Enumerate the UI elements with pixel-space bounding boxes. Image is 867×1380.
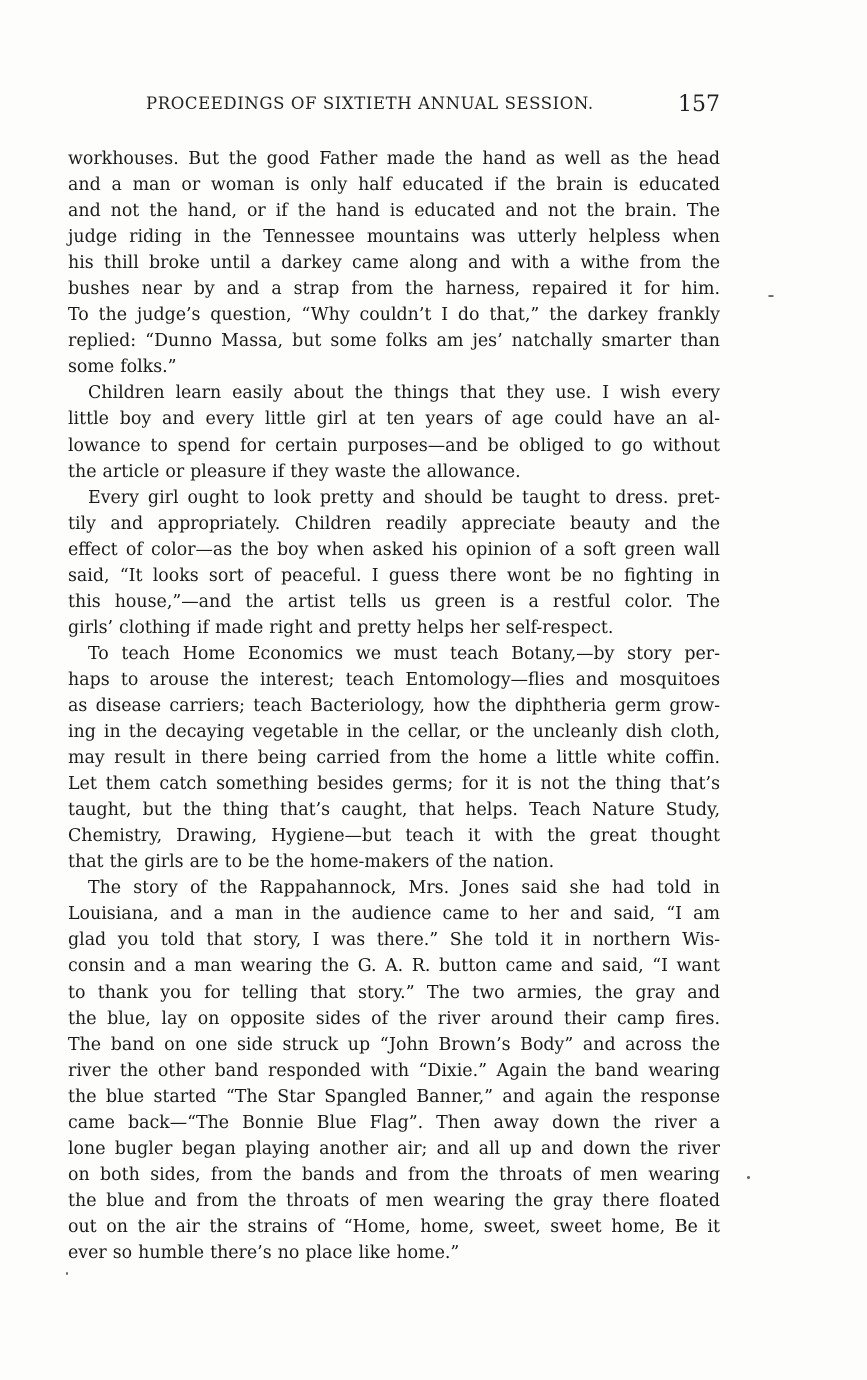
text-line: to thank you for telling that story.” The two armies, the gray and — [68, 982, 720, 1003]
text-line: his thill broke until a darkey came along and with a withe from the — [68, 253, 720, 274]
body-text — [68, 146, 720, 1266]
text-line: The band on one side struck up “John Brown’s Body” and across the — [68, 1034, 720, 1055]
text-line: bushes near by and a strap from the harness, repaired it for him. — [68, 279, 720, 300]
paragraph — [68, 380, 720, 484]
text-line: workhouses. But the good Father made the hand as well as the head — [68, 149, 720, 169]
text-line: on both sides, from the bands and from the throats of men wearing — [68, 1164, 720, 1185]
text-line: the article or pleasure if they waste the allowance. — [68, 461, 521, 482]
text-line: little boy and every little girl at ten years of age could have an al- — [68, 409, 720, 430]
text-line: haps to arouse the interest; teach Entomology—flies and mosquitoes — [68, 669, 720, 690]
text-line: replied: “Dunno Massa, but some folks am jes’ natchally smarter than — [68, 331, 720, 352]
text-line: judge riding in the Tennessee mountains was utterly helpless when — [68, 227, 720, 248]
text-line: and not the hand, or if the hand is educated and not the brain. The — [68, 201, 720, 222]
text-line: out on the air the strains of “Home, home, sweet, sweet home, Be it — [68, 1216, 720, 1237]
text-line: said, “It looks sort of peaceful. I guess there wont be no fighting in — [68, 565, 720, 586]
text-line: this house,”—and the artist tells us green is a restful color. The — [68, 591, 720, 612]
print-speck — [66, 1272, 68, 1275]
print-speck — [747, 1176, 750, 1179]
text-line: effect of color—as the boy when asked his opinion of a soft green wall — [68, 539, 720, 560]
text-line: glad you told that story, I was there.” She told it in northern Wis- — [68, 930, 720, 951]
text-line: the blue and from the throats of men wearing the gray there floated — [68, 1190, 720, 1211]
text-line: river the other band responded with “Dixie.” Again the band wearing — [68, 1060, 720, 1081]
text-line: Louisiana, and a man in the audience came to her and said, “I am — [68, 904, 720, 925]
text-line: and a man or woman is only half educated if the brain is educated — [68, 175, 720, 196]
text-line: ing in the decaying vegetable in the cellar, or the uncleanly dish cloth, — [68, 722, 720, 743]
text-line: the blue, lay on opposite sides of the river around their camp fires. — [68, 1008, 720, 1029]
text-line: The story of the Rappahannock, Mrs. Jones said she had told in — [88, 878, 720, 899]
text-line: the blue started “The Star Spangled Banner,” and again the response — [68, 1086, 720, 1107]
text-line: To the judge’s question, “Why couldn’t I do that,” the darkey frankly — [68, 305, 720, 326]
page-number: 157 — [678, 92, 720, 117]
text-line: lone bugler began playing another air; and all up and down the river — [68, 1138, 720, 1159]
text-line: ever so humble there’s no place like home.” — [68, 1242, 460, 1263]
paragraph — [68, 875, 720, 1266]
running-title: PROCEEDINGS OF SIXTIETH ANNUAL SESSION. — [146, 94, 594, 113]
text-line: Let them catch something besides germs; for it is not the thing that’s — [68, 774, 720, 795]
paragraph — [68, 485, 720, 641]
text-line: tily and appropriately. Children readily appreciate beauty and the — [68, 513, 720, 534]
text-line: some folks.” — [68, 357, 177, 378]
text-line: To teach Home Economics we must teach Botany,—by story per- — [88, 643, 720, 664]
text-line: Every girl ought to look pretty and should be taught to dress. pret- — [88, 487, 720, 508]
text-line: girls’ clothing if made right and pretty helps her self-respect. — [68, 617, 614, 638]
text-line: came back—“The Bonnie Blue Flag”. Then away down the river a — [68, 1112, 720, 1133]
paragraph — [68, 146, 720, 380]
text-line: as disease carriers; teach Bacteriology, how the diphtheria germ grow- — [68, 695, 720, 716]
text-line: taught, but the thing that’s caught, that helps. Teach Nature Study, — [68, 800, 720, 821]
text-line: consin and a man wearing the G. A. R. button came and said, “I want — [68, 956, 720, 977]
text-line: Chemistry, Drawing, Hygiene—but teach it with the great thought — [68, 826, 720, 847]
print-speck — [768, 295, 774, 297]
text-line: that the girls are to be the home-makers of the nation. — [68, 852, 555, 873]
text-line: may result in there being carried from the home a little white coffin. — [68, 748, 720, 769]
text-line: lowance to spend for certain purposes—and be obliged to go without — [68, 435, 720, 456]
paragraph — [68, 641, 720, 875]
text-line: Children learn easily about the things that they use. I wish every — [88, 383, 720, 404]
running-head — [146, 94, 720, 122]
